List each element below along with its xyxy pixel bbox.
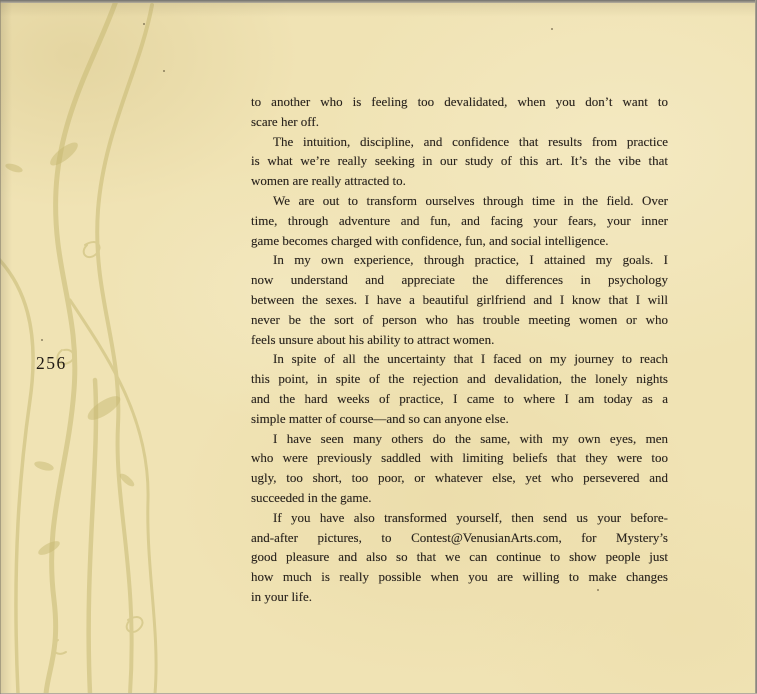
text-line: time, through adventure and fun, and facing your fears, your inner [251,212,668,228]
text-line: scare her off. [251,113,319,129]
text-line: ugly, too short, too poor, or whatever else, yet who persevered and [251,470,668,486]
paragraph [251,191,668,250]
text-line: If you have also transformed yourself, then send us your before- [273,509,668,525]
paper-shadow-left [0,0,12,694]
paragraph [251,132,668,191]
text-line: this point, in spite of the rejection and devalidation, the lonely nights [251,371,668,387]
paper-shadow-top [0,3,757,17]
vine-stems [0,0,156,694]
text-line: In spite of all the uncertainty that I faced on my journey to reach [273,351,668,367]
paper-speck [163,70,165,72]
text-line: feels unsure about his ability to attract women. [251,331,495,347]
vine-decoration [0,0,240,694]
page-number: 256 [36,353,67,373]
text-line: We are out to transform ourselves through time in the field. Over [273,192,668,208]
paper-speck [143,23,145,25]
text-line: is what we’re really seeking in our study of this art. It’s the vibe that [251,153,668,169]
paragraph [251,349,668,428]
paragraph [251,250,668,349]
text-line: now understand and appreciate the differences in psychology [251,272,668,288]
text-line: In my own experience, through practice, I attained my goals. I [273,252,668,268]
paragraph [251,508,668,607]
text-line: simple matter of course—and so can anyone else. [251,410,509,426]
text-line: good pleasure and also so that we can continue to show people just [251,549,668,565]
paper-speck [41,339,43,341]
paragraph [251,92,668,132]
paper-speck [551,28,553,30]
page-text [251,92,668,607]
text-line: and the hard weeks of practice, I came to where I am today as a [251,390,668,406]
text-line: and-after pictures, to Contest@VenusianArts.com, for Mystery’s [251,529,668,545]
text-line: between the sexes. I have a beautiful girlfriend and I know that I will [251,291,668,307]
text-line: succeeded in the game. [251,489,372,505]
text-line: to another who is feeling too devalidated, when you don’t want to [251,94,668,109]
text-line: in your life. [251,588,313,604]
text-line: who were previously saddled with limiting beliefs that they were too [251,450,668,466]
page-edge-top [0,0,757,3]
page-edge-left [0,0,1,694]
vine-leaves [4,139,136,558]
paragraph [251,429,668,508]
text-line: game becomes charged with confidence, fun, and social intelligence. [251,232,609,248]
text-line: women are really attracted to. [251,173,406,189]
text-line: I have seen many others do the same, with my own eyes, men [273,430,668,446]
text-line: never be the sort of person who has trouble meeting women or who [251,311,668,327]
text-line: The intuition, discipline, and confidence that results from practice [273,133,668,149]
text-line: how much is really possible when you are willing to make changes [251,569,668,585]
